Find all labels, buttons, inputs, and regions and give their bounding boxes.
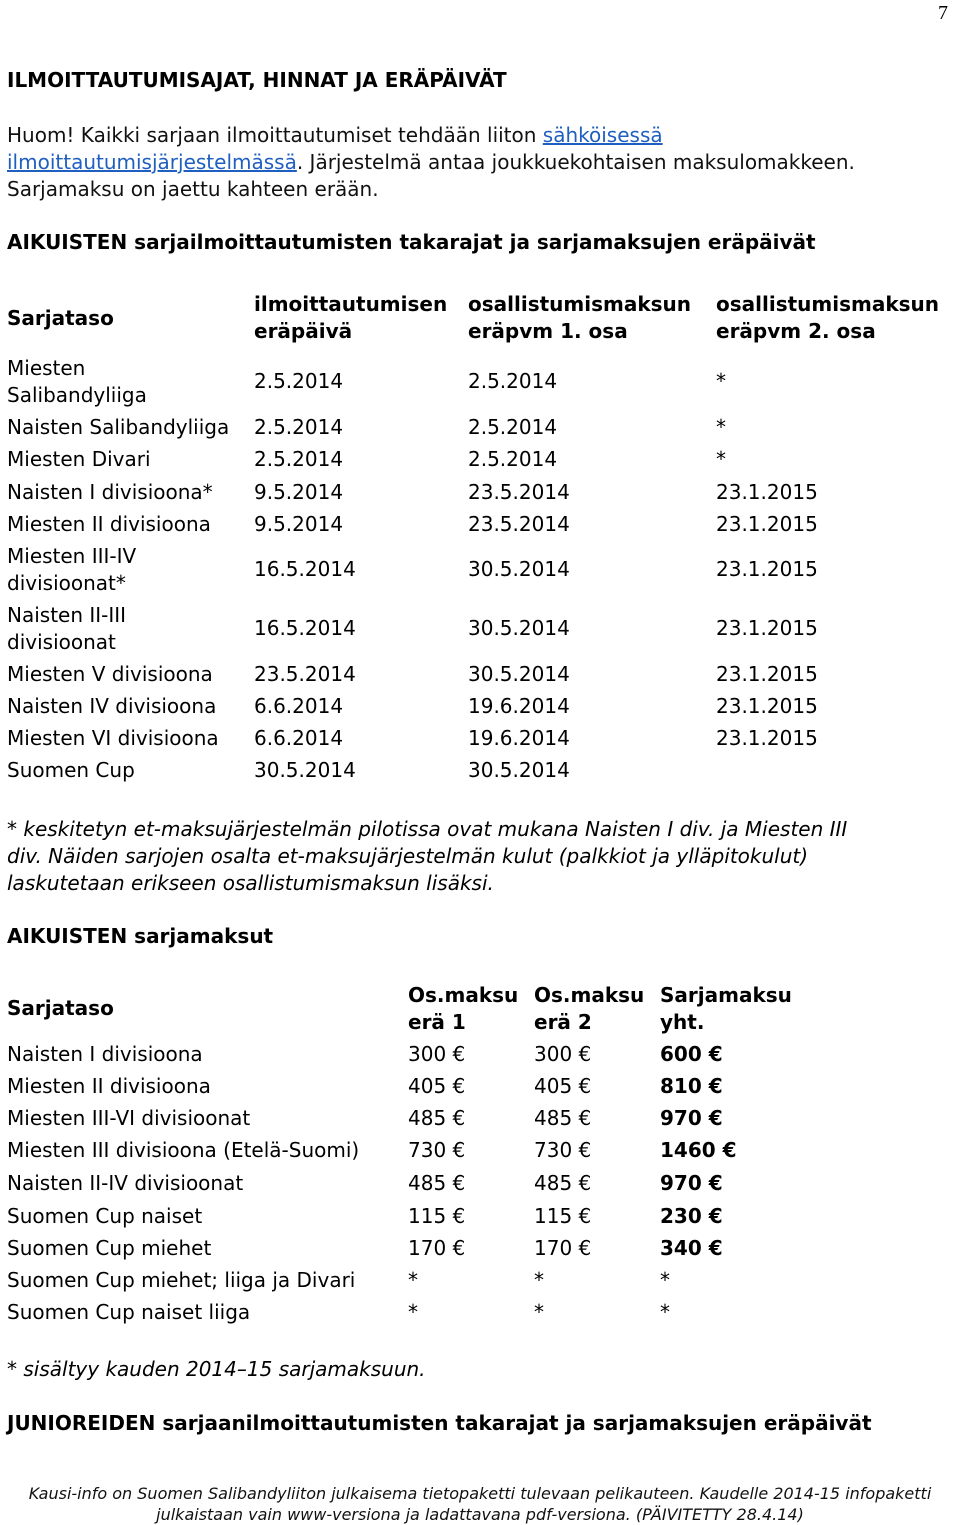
header-reg-line1: ilmoittautumisen bbox=[254, 292, 448, 316]
deadline-row-fee2: 23.1.2015 bbox=[716, 480, 818, 504]
deadline-row-fee1: 30.5.2014 bbox=[468, 616, 570, 640]
deadline-row-fee1: 2.5.2014 bbox=[468, 447, 558, 471]
deadline-row-fee1: 30.5.2014 bbox=[468, 662, 570, 686]
deadline-row-reg: 16.5.2014 bbox=[254, 616, 356, 640]
deadline-row-level: Miesten III-IV bbox=[7, 544, 137, 568]
deadline-row-fee1: 2.5.2014 bbox=[468, 415, 558, 439]
deadline-row-fee2: 23.1.2015 bbox=[716, 726, 818, 750]
fees-footnote: * sisältyy kauden 2014–15 sarjamaksuun. bbox=[7, 1357, 426, 1381]
notice-text-1: Huom! Kaikki sarjaan ilmoittautumiset tehdään liiton bbox=[7, 123, 543, 147]
page-number: 7 bbox=[938, 2, 948, 24]
fee-row-fee2: 300 € bbox=[534, 1042, 592, 1066]
fee-row-fee2: 405 € bbox=[534, 1074, 592, 1098]
fees-header-total-line2: yht. bbox=[660, 1010, 705, 1034]
page-footer bbox=[0, 1483, 960, 1525]
deadline-row-level: Miesten V divisioona bbox=[7, 662, 213, 686]
deadline-row-fee2: * bbox=[716, 415, 726, 439]
fee-row-total: 810 € bbox=[660, 1074, 723, 1098]
fees-header-fee2-line1: Os.maksu bbox=[534, 983, 645, 1007]
fees-header-level: Sarjataso bbox=[7, 996, 114, 1020]
fee-row-level: Suomen Cup naiset liiga bbox=[7, 1300, 251, 1324]
page-heading: ILMOITTAUTUMISAJAT, HINNAT JA ERÄPÄIVÄT bbox=[7, 68, 507, 92]
adult-fees-title: AIKUISTEN sarjamaksut bbox=[7, 924, 274, 948]
deadlines-footnote-line: div. Näiden sarjojen osalta et-maksujärjestelmän kulut (palkkiot ja ylläpitokulut) bbox=[7, 844, 809, 868]
fee-row-fee2: 170 € bbox=[534, 1236, 592, 1260]
header-level: Sarjataso bbox=[7, 306, 114, 330]
deadline-row-level-2: Salibandyliiga bbox=[7, 383, 147, 407]
fee-row-level: Suomen Cup miehet; liiga ja Divari bbox=[7, 1268, 356, 1292]
deadline-row-reg: 2.5.2014 bbox=[254, 369, 344, 393]
deadline-row-fee2: 23.1.2015 bbox=[716, 662, 818, 686]
deadline-row-reg: 16.5.2014 bbox=[254, 557, 356, 581]
deadline-row-reg: 6.6.2014 bbox=[254, 726, 344, 750]
fee-row-level: Miesten II divisioona bbox=[7, 1074, 211, 1098]
deadline-row-level: Miesten Divari bbox=[7, 447, 151, 471]
deadline-row-reg: 9.5.2014 bbox=[254, 480, 344, 504]
fee-row-total: 970 € bbox=[660, 1106, 723, 1130]
fee-row-total: 600 € bbox=[660, 1042, 723, 1066]
fee-row-fee1: 405 € bbox=[408, 1074, 466, 1098]
header-fee1-line1: osallistumismaksun bbox=[468, 292, 692, 316]
header-reg-line2: eräpäivä bbox=[254, 319, 353, 343]
fee-row-fee2: 485 € bbox=[534, 1106, 592, 1130]
fee-row-total: * bbox=[660, 1300, 670, 1324]
fee-row-fee1: 300 € bbox=[408, 1042, 466, 1066]
deadline-row-level: Naisten II-III bbox=[7, 603, 127, 627]
deadline-row-fee1: 23.5.2014 bbox=[468, 480, 570, 504]
deadline-row-level: Naisten Salibandyliiga bbox=[7, 415, 230, 439]
footer-line: julkaistaan vain www-versiona ja ladattavana pdf-versiona. (PÄIVITETTY 28.4.14) bbox=[156, 1505, 804, 1524]
deadline-row-level: Naisten I divisioona* bbox=[7, 480, 213, 504]
notice-text-2: . Järjestelmä antaa joukkuekohtaisen maksulomakkeen. bbox=[296, 150, 855, 174]
header-fee1-line2: eräpvm 1. osa bbox=[468, 319, 628, 343]
deadline-row-level: Miesten bbox=[7, 356, 86, 380]
fee-row-fee2: * bbox=[534, 1300, 544, 1324]
deadline-row-fee2: * bbox=[716, 447, 726, 471]
deadline-row-reg: 30.5.2014 bbox=[254, 758, 356, 782]
deadline-row-fee1: 2.5.2014 bbox=[468, 369, 558, 393]
deadline-row-fee1: 19.6.2014 bbox=[468, 694, 570, 718]
fee-row-level: Miesten III-VI divisioonat bbox=[7, 1106, 251, 1130]
fee-row-total: 1460 € bbox=[660, 1138, 737, 1162]
deadline-row-level-2: divisioonat* bbox=[7, 571, 126, 595]
deadline-row-fee2: 23.1.2015 bbox=[716, 557, 818, 581]
deadline-row-fee2: * bbox=[716, 369, 726, 393]
fees-header-fee2-line2: erä 2 bbox=[534, 1010, 592, 1034]
fee-row-fee1: 115 € bbox=[408, 1204, 466, 1228]
fee-row-fee1: * bbox=[408, 1300, 418, 1324]
fee-row-total: 970 € bbox=[660, 1171, 723, 1195]
fee-row-fee1: 730 € bbox=[408, 1138, 466, 1162]
fee-row-level: Naisten II-IV divisioonat bbox=[7, 1171, 244, 1195]
fee-row-fee1: 485 € bbox=[408, 1106, 466, 1130]
fees-header-fee1-line2: erä 1 bbox=[408, 1010, 466, 1034]
fees-header-fee1-line1: Os.maksu bbox=[408, 983, 519, 1007]
fee-row-total: 230 € bbox=[660, 1204, 723, 1228]
deadline-row-reg: 6.6.2014 bbox=[254, 694, 344, 718]
footer-line: Kausi-info on Suomen Salibandyliiton julkaisema tietopaketti tulevaan pelikauteen. Kaudelle 2014-15 infopaketti bbox=[28, 1484, 932, 1503]
fees-header-total-line1: Sarjamaksu bbox=[660, 983, 792, 1007]
deadline-row-level: Miesten VI divisioona bbox=[7, 726, 219, 750]
deadlines-footnote-line: laskutetaan erikseen osallistumismaksun lisäksi. bbox=[7, 871, 494, 895]
deadlines-footnote bbox=[7, 816, 847, 897]
fee-row-level: Miesten III divisioona (Etelä-Suomi) bbox=[7, 1138, 360, 1162]
deadline-row-level: Miesten II divisioona bbox=[7, 512, 211, 536]
deadline-row-fee2: 23.1.2015 bbox=[716, 694, 818, 718]
fee-row-fee2: 115 € bbox=[534, 1204, 592, 1228]
fee-row-fee1: 485 € bbox=[408, 1171, 466, 1195]
deadline-row-fee1: 19.6.2014 bbox=[468, 726, 570, 750]
fee-row-fee2: 485 € bbox=[534, 1171, 592, 1195]
deadline-row-level-2: divisioonat bbox=[7, 630, 116, 654]
fee-row-total: * bbox=[660, 1268, 670, 1292]
notice-paragraph bbox=[7, 122, 957, 203]
fee-row-level: Naisten I divisioona bbox=[7, 1042, 203, 1066]
deadline-row-reg: 23.5.2014 bbox=[254, 662, 356, 686]
adult-deadlines-title: AIKUISTEN sarjailmoittautumisten takarajat ja sarjamaksujen eräpäivät bbox=[7, 230, 816, 254]
fee-row-level: Suomen Cup naiset bbox=[7, 1204, 203, 1228]
notice-text-3: Sarjamaksu on jaettu kahteen erään. bbox=[7, 177, 379, 201]
header-fee2-line1: osallistumismaksun bbox=[716, 292, 940, 316]
header-fee2-line2: eräpvm 2. osa bbox=[716, 319, 876, 343]
deadline-row-fee2: 23.1.2015 bbox=[716, 512, 818, 536]
fee-row-fee2: * bbox=[534, 1268, 544, 1292]
deadline-row-reg: 2.5.2014 bbox=[254, 447, 344, 471]
deadline-row-level: Suomen Cup bbox=[7, 758, 135, 782]
deadline-row-level: Naisten IV divisioona bbox=[7, 694, 217, 718]
deadlines-footnote-line: * keskitetyn et-maksujärjestelmän pilotissa ovat mukana Naisten I div. ja Miesten III bbox=[7, 817, 848, 841]
fee-row-fee1: 170 € bbox=[408, 1236, 466, 1260]
deadline-row-reg: 9.5.2014 bbox=[254, 512, 344, 536]
fee-row-fee2: 730 € bbox=[534, 1138, 592, 1162]
junior-section-title: JUNIOREIDEN sarjaanilmoittautumisten takarajat ja sarjamaksujen eräpäivät bbox=[7, 1411, 872, 1435]
deadline-row-fee1: 30.5.2014 bbox=[468, 557, 570, 581]
registration-system-link-1[interactable]: sähköisessä bbox=[542, 123, 663, 147]
deadline-row-fee1: 30.5.2014 bbox=[468, 758, 570, 782]
fee-row-total: 340 € bbox=[660, 1236, 723, 1260]
registration-system-link-2[interactable]: ilmoittautumisjärjestelmässä bbox=[7, 150, 297, 174]
fee-row-fee1: * bbox=[408, 1268, 418, 1292]
deadline-row-reg: 2.5.2014 bbox=[254, 415, 344, 439]
fee-row-level: Suomen Cup miehet bbox=[7, 1236, 212, 1260]
deadline-row-fee2: 23.1.2015 bbox=[716, 616, 818, 640]
deadline-row-fee1: 23.5.2014 bbox=[468, 512, 570, 536]
